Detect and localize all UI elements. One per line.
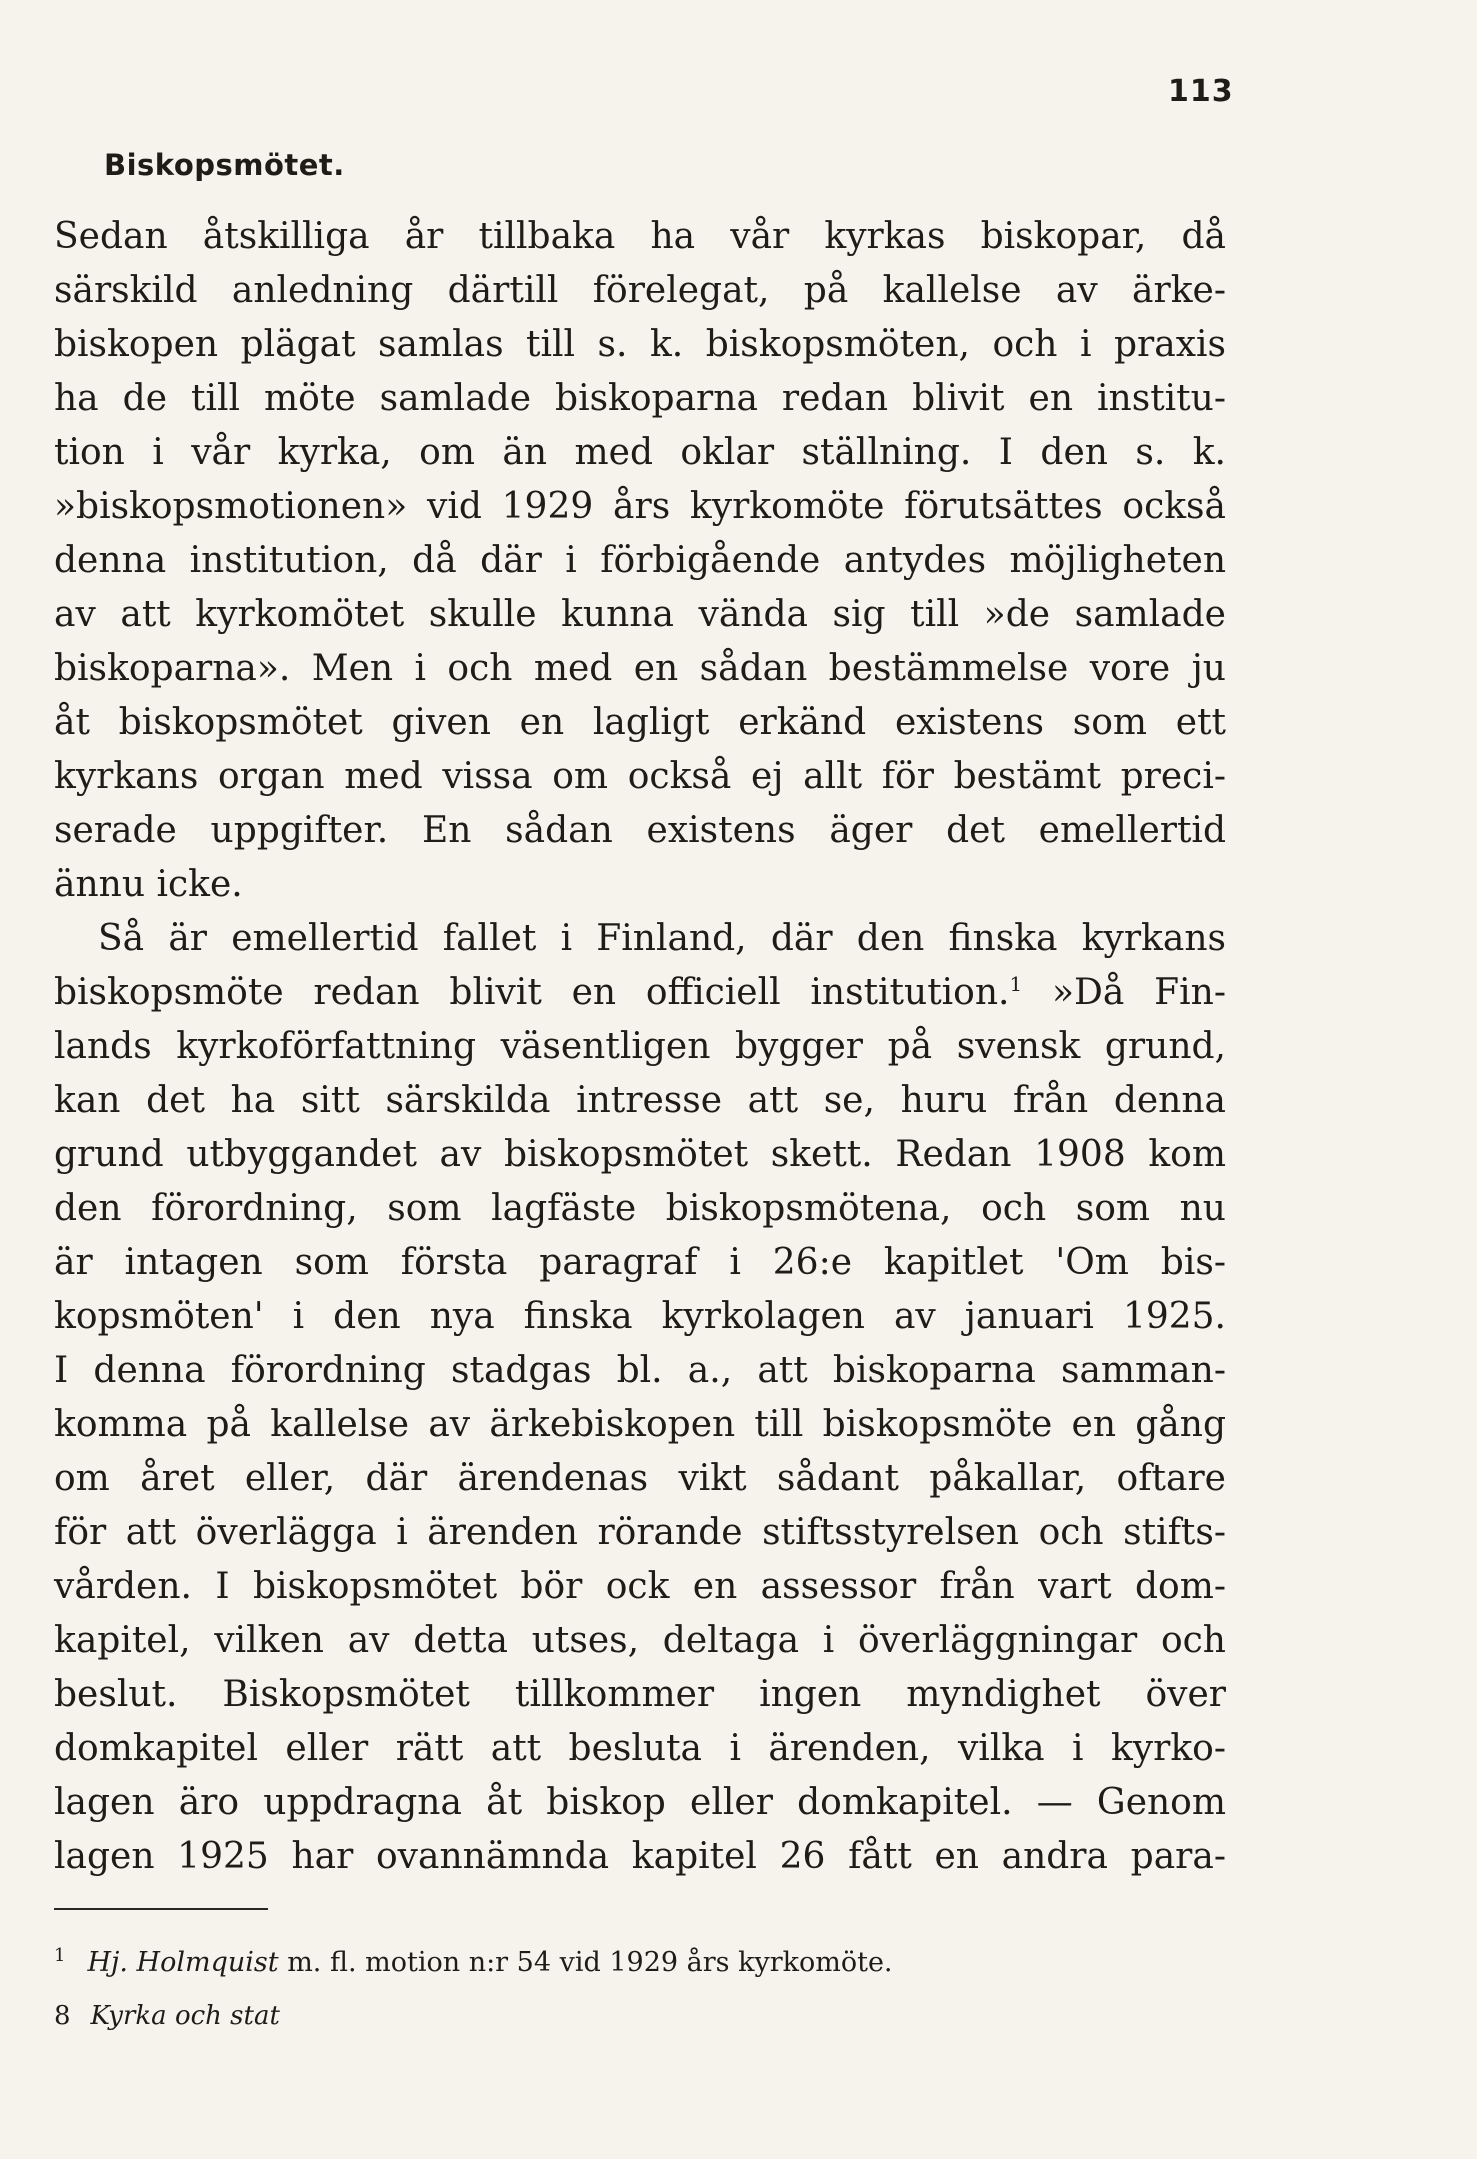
printer-signature <box>54 1996 280 2036</box>
text-line: beslut. Biskopsmötet tillkommer ingen myndighet över <box>54 1674 1226 1715</box>
text-line: är intagen som första paragraf i 26:e kapitlet 'Om bis- <box>54 1242 1226 1283</box>
text-line: om året eller, där ärendenas vikt sådant påkallar, oftare <box>54 1458 1226 1499</box>
text-line: för att överlägga i ärenden rörande stiftsstyrelsen och stifts- <box>54 1512 1226 1553</box>
text-line: grund utbyggandet av biskopsmötet skett. Redan 1908 kom <box>54 1134 1226 1175</box>
text-line: komma på kallelse av ärkebiskopen till biskopsmöte en gång <box>54 1404 1226 1445</box>
section-heading: Biskopsmötet. <box>104 148 345 182</box>
text-line: kapitel, vilken av detta utses, deltaga i överläggningar och <box>54 1620 1226 1661</box>
footnote <box>54 1936 893 1983</box>
text-line: biskopen plägat samlas till s. k. biskopsmöten, och i praxis <box>54 324 1226 365</box>
footnote-text: m. fl. motion n:r 54 vid 1929 års kyrkomöte. <box>287 1947 893 1978</box>
footnote-author: Hj. Holmquist <box>87 1947 279 1978</box>
text-line: Så är emellertid fallet i Finland, där den finska kyrkans <box>98 918 1226 959</box>
text-line: I denna förordning stadgas bl. a., att biskoparna samman- <box>54 1350 1226 1391</box>
footnote-divider <box>54 1908 268 1910</box>
footnote-marker: 1 <box>54 1945 66 1966</box>
text-segment: »Då Fin- <box>1052 972 1227 1013</box>
text-line-with-footnote <box>54 966 1226 1020</box>
text-line: domkapitel eller rätt att besluta i ärenden, vilka i kyrko- <box>54 1728 1226 1769</box>
text-line: kan det ha sitt särskilda intresse att se, huru från denna <box>54 1080 1226 1121</box>
text-line: ha de till möte samlade biskoparna redan blivit en institu- <box>54 378 1226 419</box>
text-line: kopsmöten' i den nya finska kyrkolagen av januari 1925. <box>54 1296 1226 1337</box>
text-line: ännu icke. <box>54 864 243 905</box>
text-line: serade uppgifter. En sådan existens äger det emellertid <box>54 810 1226 851</box>
signature-title: Kyrka och stat <box>90 2001 280 2031</box>
text-line: lagen äro uppdragna åt biskop eller domkapitel. — Genom <box>54 1782 1226 1823</box>
text-line: Sedan åtskilliga år tillbaka ha vår kyrkas biskopar, då <box>54 216 1226 257</box>
text-line: »biskopsmotionen» vid 1929 års kyrkomöte förutsättes också <box>54 486 1226 527</box>
page-number: 113 <box>1168 74 1234 109</box>
text-line: lagen 1925 har ovannämnda kapitel 26 fått en andra para- <box>54 1836 1226 1877</box>
text-line: lands kyrkoförfattning väsentligen bygger på svensk grund, <box>54 1026 1226 1067</box>
text-line: åt biskopsmötet given en lagligt erkänd existens som ett <box>54 702 1226 743</box>
signature-number: 8 <box>54 2001 71 2031</box>
text-line: av att kyrkomötet skulle kunna vända sig till »de samlade <box>54 594 1226 635</box>
text-line: den förordning, som lagfäste biskopsmötena, och som nu <box>54 1188 1226 1229</box>
text-line: kyrkans organ med vissa om också ej allt för bestämt preci- <box>54 756 1226 797</box>
text-line: biskoparna». Men i och med en sådan bestämmelse vore ju <box>54 648 1226 689</box>
footnote-reference: 1 <box>1009 972 1023 996</box>
text-segment: biskopsmöte redan blivit en officiell institution. <box>54 972 1010 1013</box>
text-line: denna institution, då där i förbigående antydes möjligheten <box>54 540 1226 581</box>
text-line: särskild anledning därtill förelegat, på kallelse av ärke- <box>54 270 1226 311</box>
body-text <box>54 210 1226 1884</box>
text-line: tion i vår kyrka, om än med oklar ställning. I den s. k. <box>54 432 1226 473</box>
text-line: vården. I biskopsmötet bör ock en assessor från vart dom- <box>54 1566 1226 1607</box>
